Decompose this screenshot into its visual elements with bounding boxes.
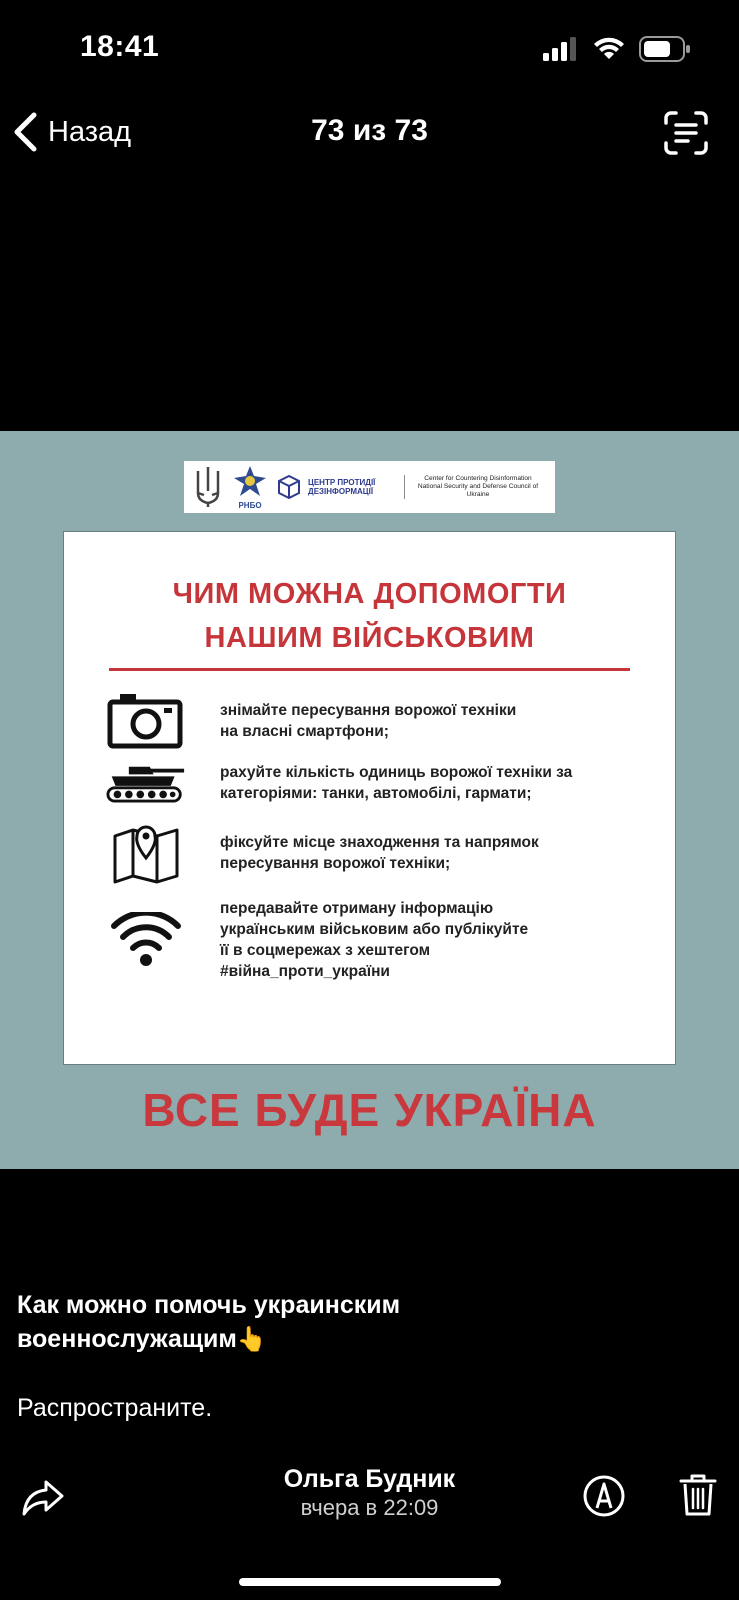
card-title bbox=[64, 572, 675, 660]
list-item-text bbox=[220, 700, 650, 742]
cube-logo-icon bbox=[276, 474, 302, 500]
nav-bar bbox=[0, 100, 739, 164]
list-item-line: #війна_проти_україни bbox=[220, 963, 390, 980]
list-item-text bbox=[220, 832, 650, 874]
delete-button[interactable] bbox=[678, 1472, 718, 1518]
list-item-line: її в соцмережах з хештегом bbox=[220, 942, 431, 959]
list-item-line: українським військовим або публікуйте bbox=[220, 921, 529, 938]
post-time: вчера в 22:09 bbox=[300, 1495, 439, 1520]
cpd-label-line2: ДЕЗІНФОРМАЦІЇ bbox=[308, 487, 374, 496]
tank-icon bbox=[106, 760, 186, 806]
photo-caption bbox=[17, 1288, 717, 1357]
pointing-up-icon: 👆 bbox=[236, 1326, 267, 1353]
cpd-english-line1: Center for Countering Disinformation bbox=[424, 475, 532, 482]
signal-icon bbox=[543, 37, 579, 61]
trident-logo-icon bbox=[192, 465, 224, 509]
map-pin-icon bbox=[106, 822, 186, 884]
markup-button[interactable] bbox=[582, 1474, 626, 1518]
home-indicator[interactable] bbox=[239, 1578, 501, 1586]
author-info bbox=[0, 1464, 739, 1522]
camera-icon bbox=[106, 690, 186, 750]
photo-counter: 73 из 73 bbox=[311, 114, 428, 147]
share-icon bbox=[20, 1474, 66, 1520]
list-item-text bbox=[220, 762, 650, 804]
list-item-line: рахуйте кількість одиниць ворожої техніки за bbox=[220, 764, 573, 781]
chevron-left-icon bbox=[12, 112, 38, 152]
rnbo-label: РНБО bbox=[238, 501, 262, 510]
caption-subtext: Распространите. bbox=[17, 1394, 213, 1422]
list-item-line: на власні смартфони; bbox=[220, 723, 389, 740]
card-divider bbox=[109, 668, 630, 671]
list-item-line: передавайте отриману інформацію bbox=[220, 900, 494, 917]
share-button[interactable] bbox=[20, 1474, 66, 1520]
cpd-english-line2: National Security and Defense Council of bbox=[417, 483, 539, 490]
text-scan-button[interactable] bbox=[663, 110, 709, 156]
photo-image[interactable] bbox=[0, 431, 739, 1169]
trash-icon bbox=[678, 1472, 718, 1518]
list-item-line: знімайте пересування ворожої техніки bbox=[220, 702, 517, 719]
slogan: ВСЕ БУДЕ УКРАЇНА bbox=[142, 1084, 597, 1136]
wifi-icon bbox=[593, 37, 625, 61]
rnbo-emblem-icon bbox=[230, 464, 270, 498]
back-label: Назад bbox=[48, 115, 132, 148]
rnbo-logo bbox=[230, 464, 270, 510]
card-title-line2: НАШИМ ВІЙСЬКОВИМ bbox=[204, 622, 535, 654]
cpd-english-label bbox=[404, 475, 547, 499]
caption-line2-wrap bbox=[17, 1322, 717, 1357]
list-item-line: фіксуйте місце знаходження та напрямок bbox=[220, 834, 539, 851]
list-item-line: пересування ворожої техніки; bbox=[220, 855, 451, 872]
status-time: 18:41 bbox=[80, 30, 160, 63]
list-item-line: категоріями: танки, автомобілі, гармати; bbox=[220, 785, 532, 802]
caption-line1: Как можно помочь украинским bbox=[17, 1291, 401, 1319]
wifi-broadcast-icon bbox=[106, 912, 186, 968]
back-button[interactable] bbox=[12, 108, 131, 156]
cpd-english-line3: Ukraine bbox=[466, 491, 490, 498]
cpd-label-line1: ЦЕНТР ПРОТИДІЇ bbox=[308, 478, 376, 487]
text-scan-icon bbox=[663, 110, 709, 156]
status-bar bbox=[0, 0, 739, 100]
card-title-line1: ЧИМ МОЖНА ДОПОМОГТИ bbox=[172, 578, 567, 610]
caption-line2: военнослужащим bbox=[17, 1325, 237, 1353]
status-icons bbox=[543, 36, 691, 62]
list-item-text bbox=[220, 898, 650, 982]
info-card bbox=[63, 531, 676, 1065]
battery-icon bbox=[639, 36, 691, 62]
cpd-label bbox=[308, 478, 398, 496]
markup-icon bbox=[582, 1474, 626, 1518]
logo-strip bbox=[184, 461, 555, 513]
author-name: Ольга Будник bbox=[283, 1465, 456, 1493]
